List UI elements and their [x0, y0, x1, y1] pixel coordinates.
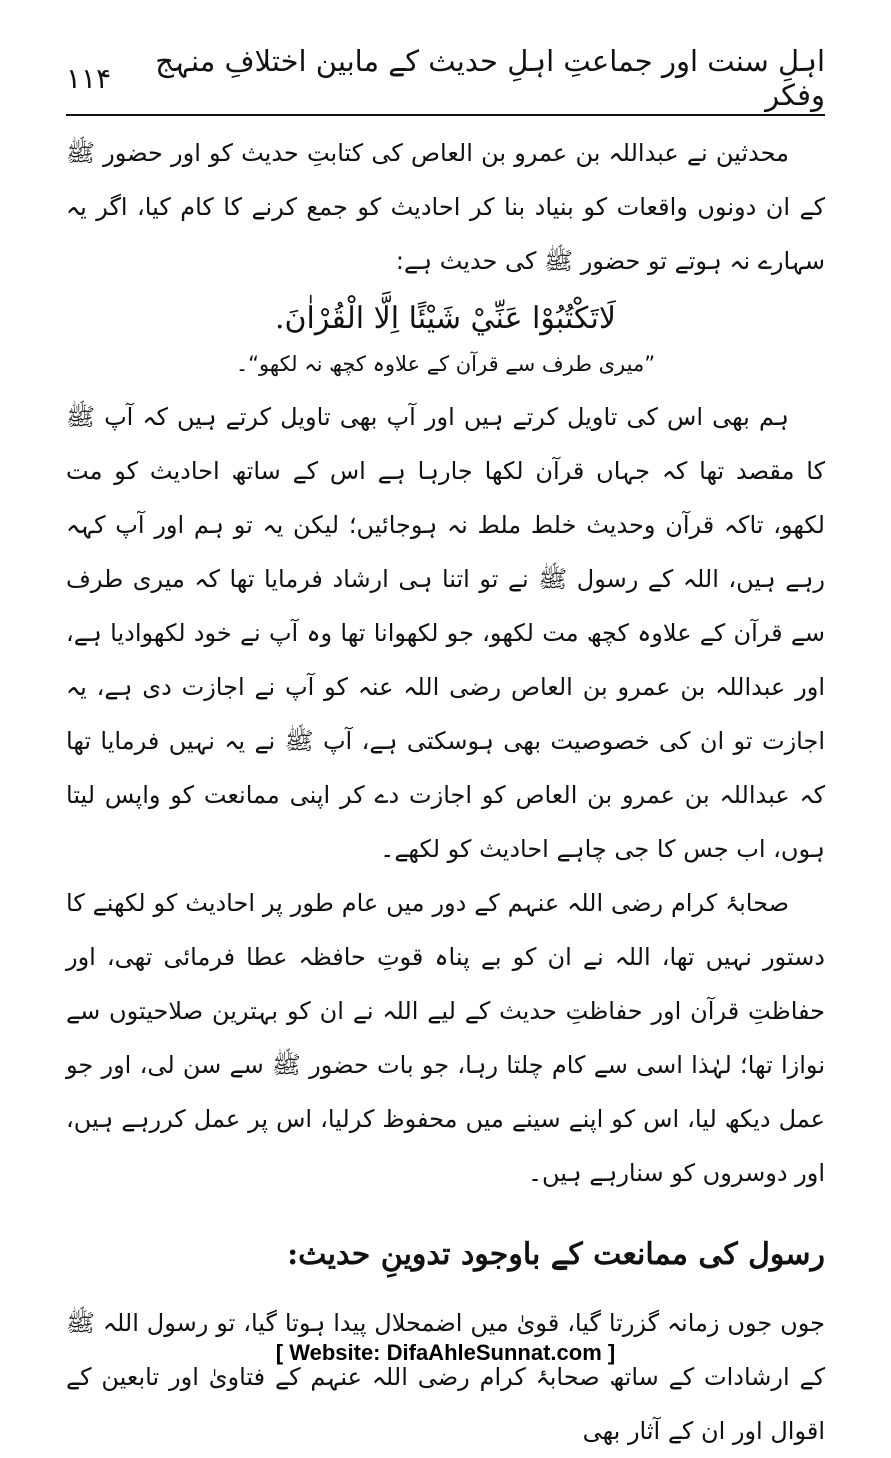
paragraph-4: جوں جوں زمانہ گزرتا گیا، قویٰ میں اضمحلال پیدا ہوتا گیا، تو رسول اللہ ﷺ کے ارشادات کے ساتھ صحابۂ کرام رضی اللہ عنہم کے فتاویٰ اور تابعین کے اقوال اور ان کے آثار بھی [66, 1309, 825, 1445]
page-body [66, 126, 825, 1458]
section-heading: رسول کی ممانعت کے باوجود تدوینِ حدیث: [287, 1237, 825, 1272]
hadith-translation: ”میری طرف سے قرآن کے علاوہ کچھ نہ لکھو“۔ [235, 352, 656, 376]
paragraph-3: صحابۂ کرام رضی اللہ عنہم کے دور میں عام طور پر احادیث کو لکھنے کا دستور نہیں تھا، اللہ نے ان کو بے پناہ قوتِ حافظہ عطا فرمائی تھی، اور حفاظتِ قرآن اور حفاظتِ حدیث کے لیے اللہ نے ان کو بہترین صلاحیتوں سے نوازا تھا؛ لہٰذا اسی سے کام چلتا رہا، جو بات حضور ﷺ سے سن لی، اور جو عمل دیکھ لیا، اس کو اپنے سینے میں محفوظ کرلیا، اس پر عمل کررہے ہیں، اور دوسروں کو سنارہے ہیں۔ [66, 889, 825, 1187]
arabic-hadith: لَاتَكْتُبُوْا عَنِّيْ شَيْئًا اِلَّا الْقُرْاٰنَ. [274, 301, 616, 336]
page-header [66, 44, 825, 112]
page-number: ۱۱۴ [66, 61, 112, 95]
header-divider [66, 114, 825, 116]
running-title: اہلِ سنت اور جماعتِ اہلِ حدیث کے مابین اختلافِ منہج وفکر [155, 44, 825, 112]
paragraph-1: محدثین نے عبداللہ بن عمرو بن العاص کی کتابتِ حدیث کو اور حضور ﷺ کے ان دونوں واقعات کو بنیاد بنا کر احادیث کو جمع کرنے کا کام کیا، اگر یہ سہارے نہ ہوتے تو حضور ﷺ کی حدیث ہے: [66, 139, 825, 275]
paragraph-2: ہم بھی اس کی تاویل کرتے ہیں اور آپ بھی تاویل کرتے ہیں کہ آپ ﷺ کا مقصد تھا کہ جہاں قرآن لکھا جارہا ہے اس کے ساتھ احادیث کو مت لکھو، تاکہ قرآن وحدیث خلط ملط نہ ہوجائیں؛ لیکن یہ تو ہم اور آپ کہہ رہے ہیں، اللہ کے رسول ﷺ نے تو اتنا ہی ارشاد فرمایا تھا کہ میری طرف سے قرآن کے علاوہ کچھ مت لکھو، جو لکھوانا تھا وہ آپ نے خود لکھوادیا ہے، اور عبداللہ بن عمرو بن العاص رضی اللہ عنہ کو آپ نے اجازت دی ہے، یہ اجازت تو ان کی خصوصیت بھی ہوسکتی ہے، آپ ﷺ نے یہ نہیں فرمایا تھا کہ عبداللہ بن عمرو بن العاص کو اجازت دے کر اپنی ممانعت کو واپس لیتا ہوں، اب جس کا جی چاہے احادیث کو لکھے۔ [66, 403, 825, 863]
website-footer: [ Website: DifaAhleSunnat.com ] [275, 1340, 616, 1365]
